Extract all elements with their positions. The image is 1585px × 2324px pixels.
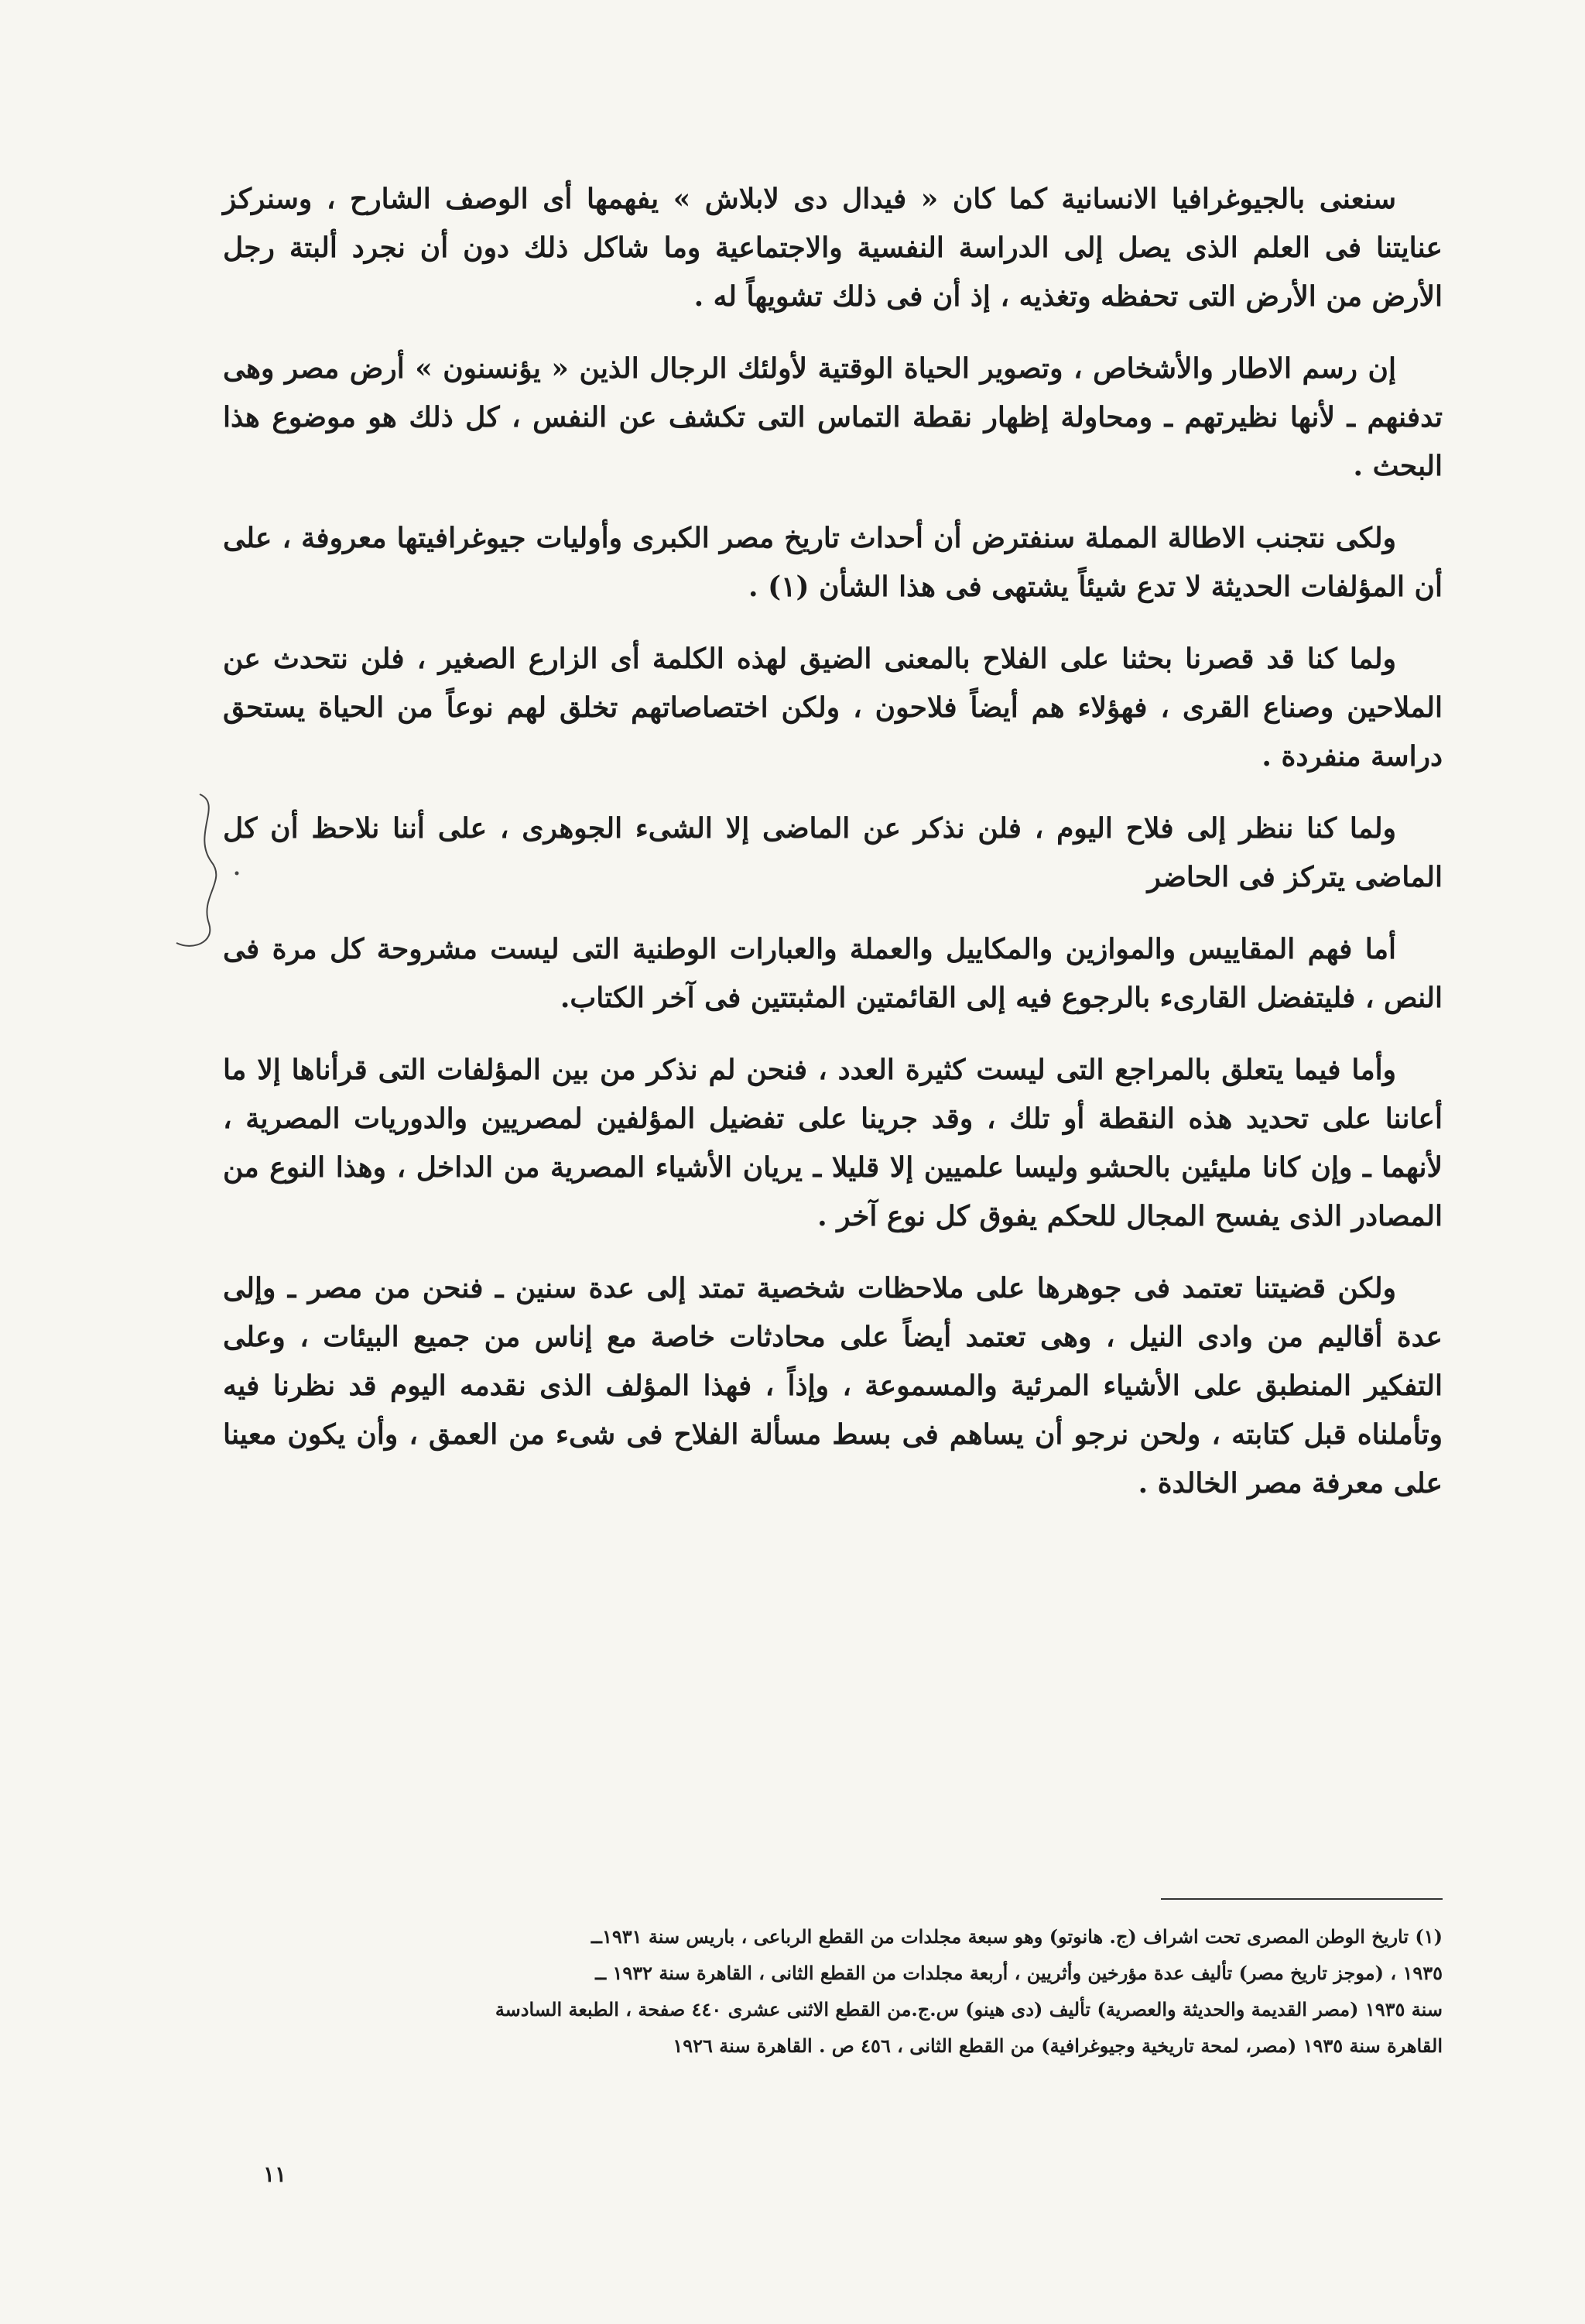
- footnotes: [223, 1918, 1443, 2064]
- body-text: [223, 175, 1443, 1531]
- paragraph: وأما فيما يتعلق بالمراجع التى ليست كثيرة العدد ، فنحن لم نذكر من بين المؤلفات التى قرأناها إلا ما أعاننا على تحديد هذه النقطة أو تلك ، وقد جرينا على تفضيل المؤلفين لمصريين والدوريات المصرية ، لأنهما ـ وإن كانا مليئين بالحشو وليسا علميين إلا قليلا ـ يريان الأشياء المصرية من الداخل ، وهذا النوع من المصادر الذى يفسح المجال للحكم يفوق كل نوع آخر .: [223, 1054, 1443, 1232]
- margin-bracket-mark: [169, 788, 246, 958]
- footnote-line: القاهرة سنة ١٩٣٥ (مصر، لمحة تاريخية وجيوغرافية) من القطع الثانى ، ٤٥٦ ص . القاهرة سنة ١٩٢٦: [673, 2034, 1443, 2057]
- footnote-line: ١٩٣٥ ، (موجز تاريخ مصر) تأليف عدة مؤرخين وأثريين ، أربعة مجلدات من القطع الثانى ، القاهرة سنة ١٩٣٢ ــ: [595, 1962, 1443, 1984]
- paragraph: إن رسم الاطار والأشخاص ، وتصوير الحياة الوقتية لأولئك الرجال الذين « يؤنسنون » أرض مصر وهى تدفنهم ـ لأنها نظيرتهم ـ ومحاولة إظهار نقطة التماس التى تكشف عن النفس ، كل ذلك هو موضوع هذا البحث .: [223, 352, 1443, 482]
- footnote-line: سنة ١٩٣٥ (مصر القديمة والحديثة والعصرية) تأليف (دى هينو) س.ج.من القطع الاثنى عشرى ٤٤٠ صفحة ، الطبعة السادسة: [495, 1998, 1443, 2021]
- paragraph: ولما كنا ننظر إلى فلاح اليوم ، فلن نذكر عن الماضى إلا الشىء الجوهرى ، على أننا نلاحظ أن كل الماضى يتركز فى الحاضر: [223, 812, 1443, 893]
- footnote-divider: [1161, 1898, 1443, 1900]
- paragraph: ولكى نتجنب الاطالة المملة سنفترض أن أحداث تاريخ مصر الكبرى وأوليات جيوغرافيتها معروفة ، على أن المؤلفات الحديثة لا تدع شيئاً يشتهى فى هذا الشأن (١) .: [223, 522, 1443, 603]
- footnote-line: (١) تاريخ الوطن المصرى تحت اشراف (ج. هانوتو) وهو سبعة مجلدات من القطع الرباعى ، باريس سنة ١٩٣١ــ: [591, 1925, 1443, 1948]
- paragraph: ولكن قضيتنا تعتمد فى جوهرها على ملاحظات شخصية تمتد إلى عدة سنين ـ فنحن من مصر ـ وإلى عدة أقاليم من وادى النيل ، وهى تعتمد أيضاً على محادثات خاصة مع إناس من جميع البيئات ، وعلى التفكير المنطبق على الأشياء المرئية والمسموعة ، وإذاً ، فهذا المؤلف الذى نقدمه اليوم قد نظرنا فيه وتأملناه قبل كتابته ، ولحن نرجو أن يساهم فى بسط مسألة الفلاح فى شىء من العمق ، وأن يكون معينا على معرفة مصر الخالدة .: [223, 1272, 1443, 1500]
- paragraph: سنعنى بالجيوغرافيا الانسانية كما كان « فيدال دى لابلاش » يفهمها أى الوصف الشارح ، وسنركز عنايتنا فى العلم الذى يصل إلى الدراسة النفسية والاجتماعية وما شاكل ذلك دون أن نجرد ألبتة رجل الأرض من الأرض التى تحفظه وتغذيه ، إذ أن فى ذلك تشويهاً له .: [223, 183, 1443, 313]
- page-number: ١١: [263, 2161, 287, 2187]
- paragraph: أما فهم المقاييس والموازين والمكاييل والعملة والعبارات الوطنية التى ليست مشروحة كل مرة فى النص ، فليتفضل القارىء بالرجوع فيه إلى القائمتين المثبتتين فى آخر الكتاب.: [223, 933, 1443, 1014]
- paragraph: ولما كنا قد قصرنا بحثنا على الفلاح بالمعنى الضيق لهذه الكلمة أى الزارع الصغير ، فلن نتحدث عن الملاحين وصناع القرى ، فهؤلاء هم أيضاً فلاحون ، ولكن اختصاصاتهم تخلق لهم نوعاً من الحياة يستحق دراسة منفردة .: [223, 643, 1443, 773]
